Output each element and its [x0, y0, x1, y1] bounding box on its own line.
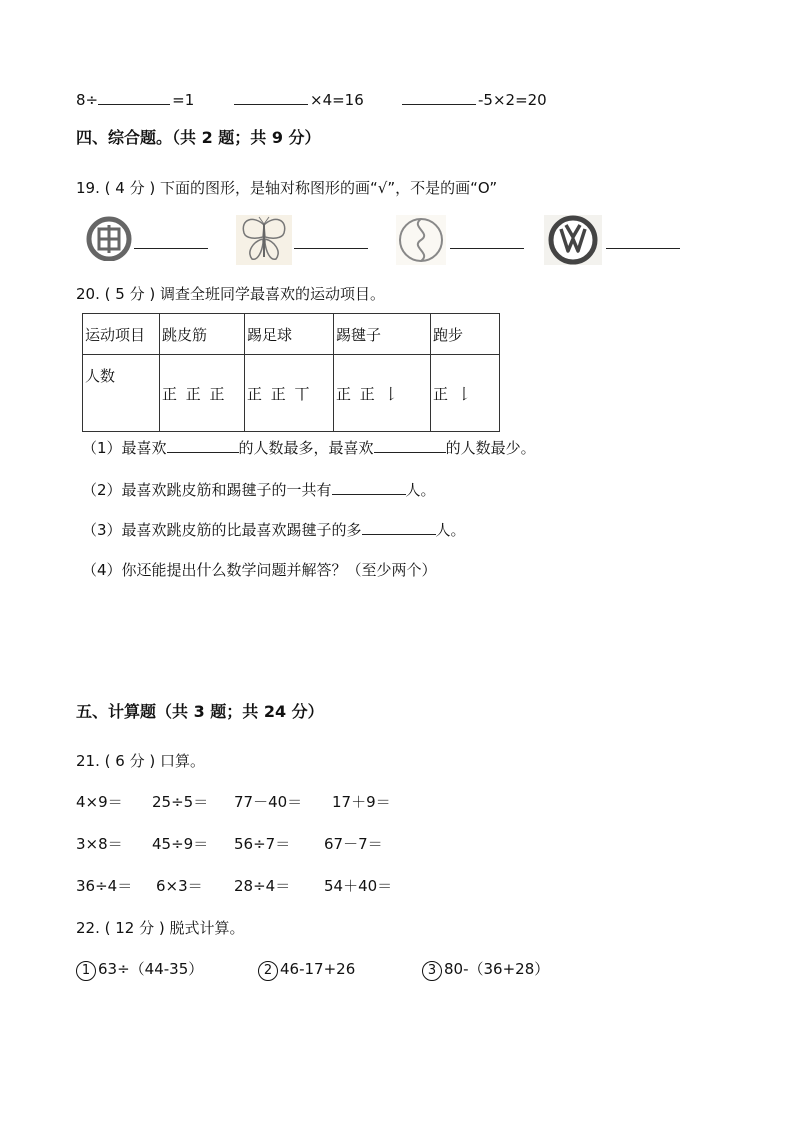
equation-suffix: ×4=16: [310, 91, 364, 109]
answer-blank[interactable]: [606, 232, 680, 249]
answer-blank[interactable]: [134, 232, 208, 249]
expression-item-2: [258, 959, 355, 981]
question-21: [76, 751, 205, 771]
calc-item: 67－7＝: [324, 835, 383, 853]
sub-question-text: （3）最喜欢跳皮筋的比最喜欢踢毽子的多: [82, 521, 362, 539]
question-number: 19.: [76, 179, 100, 197]
answer-blank[interactable]: [234, 88, 308, 105]
table-header-cell: 运动项目: [83, 314, 160, 355]
answer-blank[interactable]: [167, 436, 239, 453]
survey-table: [82, 313, 500, 432]
sub-question-2: [82, 478, 436, 500]
section-heading-5: 五、计算题（共 3 题；共 24 分）: [76, 702, 324, 721]
tally-cell: 正 正 丅: [245, 355, 334, 432]
table-header-cell: 踢足球: [245, 314, 334, 355]
calc-item: 4×9＝: [76, 793, 123, 811]
question-text: 口算。: [159, 752, 205, 770]
question-text: 脱式计算。: [169, 919, 245, 937]
question-text: 下面的图形，是轴对称图形的画“√”，不是的画“O”: [159, 179, 498, 197]
calc-item: 77－40＝: [234, 793, 303, 811]
calc-item: 17＋9＝: [332, 793, 391, 811]
calc-item: 25÷5＝: [152, 793, 209, 811]
expression-text: 80-（36+28）: [444, 960, 550, 978]
question-number: 22.: [76, 919, 100, 937]
equation-suffix: =1: [172, 91, 195, 109]
sub-question-text: 人。: [435, 521, 466, 539]
question-score: ( 6 分 ): [104, 752, 156, 770]
answer-blank[interactable]: [450, 232, 524, 249]
circled-number: 2: [258, 961, 278, 981]
butterfly-icon: [236, 215, 292, 265]
question-score: ( 12 分 ): [104, 919, 165, 937]
equation-3: [402, 88, 547, 110]
calc-item: 3×8＝: [76, 835, 123, 853]
answer-blank[interactable]: [362, 518, 436, 535]
answer-blank[interactable]: [332, 478, 406, 495]
table-row-label: 人数: [83, 355, 160, 432]
sub-question-1: [82, 436, 536, 458]
sub-question-text: （1）最喜欢: [82, 439, 167, 457]
question-22: [76, 918, 245, 938]
calc-item: 6×3＝: [156, 877, 203, 895]
sub-question-3: [82, 518, 466, 540]
equation-1: [76, 88, 194, 110]
question-score: ( 4 分 ): [104, 179, 156, 197]
tally-cell: 正 正 𠄌: [334, 355, 431, 432]
tally-cell: 正 正 正: [160, 355, 245, 432]
calc-item: 56÷7＝: [234, 835, 291, 853]
sub-question-text: （2）最喜欢跳皮筋和踢毽子的一共有: [82, 481, 332, 499]
section-heading-4: 四、综合题。（共 2 题；共 9 分）: [76, 128, 321, 147]
sub-question-4: （4）你还能提出什么数学问题并解答？（至少两个）: [82, 561, 437, 579]
answer-blank[interactable]: [98, 88, 170, 105]
table-header-cell: 跑步: [431, 314, 500, 355]
sub-question-text: 人。: [405, 481, 436, 499]
equation-suffix: -5×2=20: [478, 91, 547, 109]
answer-blank[interactable]: [374, 436, 446, 453]
circled-number: 1: [76, 961, 96, 981]
expression-text: 63÷（44-35）: [98, 960, 204, 978]
question-19: [76, 178, 497, 198]
table-header-row: [83, 314, 500, 355]
expression-item-1: [76, 959, 203, 981]
expression-item-3: [422, 959, 549, 981]
volkswagen-logo-icon: [544, 215, 602, 265]
answer-blank[interactable]: [402, 88, 476, 105]
calc-item: 28÷4＝: [234, 877, 291, 895]
table-header-cell: 踢毽子: [334, 314, 431, 355]
question-score: ( 5 分 ): [104, 285, 156, 303]
calc-item: 36÷4＝: [76, 877, 133, 895]
yin-yang-icon: [396, 215, 446, 265]
answer-blank[interactable]: [294, 232, 368, 249]
bank-logo-icon: [86, 215, 132, 261]
calc-item: 54＋40＝: [324, 877, 393, 895]
table-header-cell: 跳皮筋: [160, 314, 245, 355]
question-number: 21.: [76, 752, 100, 770]
sub-question-text: 的人数最少。: [445, 439, 536, 457]
question-number: 20.: [76, 285, 100, 303]
circled-number: 3: [422, 961, 442, 981]
calc-item: 45÷9＝: [152, 835, 209, 853]
equation-2: [234, 88, 364, 110]
table-row: [83, 355, 500, 432]
question-text: 调查全班同学最喜欢的运动项目。: [159, 285, 385, 303]
equation-prefix: 8÷: [76, 91, 99, 109]
question-20: [76, 284, 385, 304]
sub-question-text: 的人数最多，最喜欢: [238, 439, 374, 457]
tally-cell: 正 𠄌: [431, 355, 500, 432]
expression-text: 46-17+26: [280, 960, 356, 978]
